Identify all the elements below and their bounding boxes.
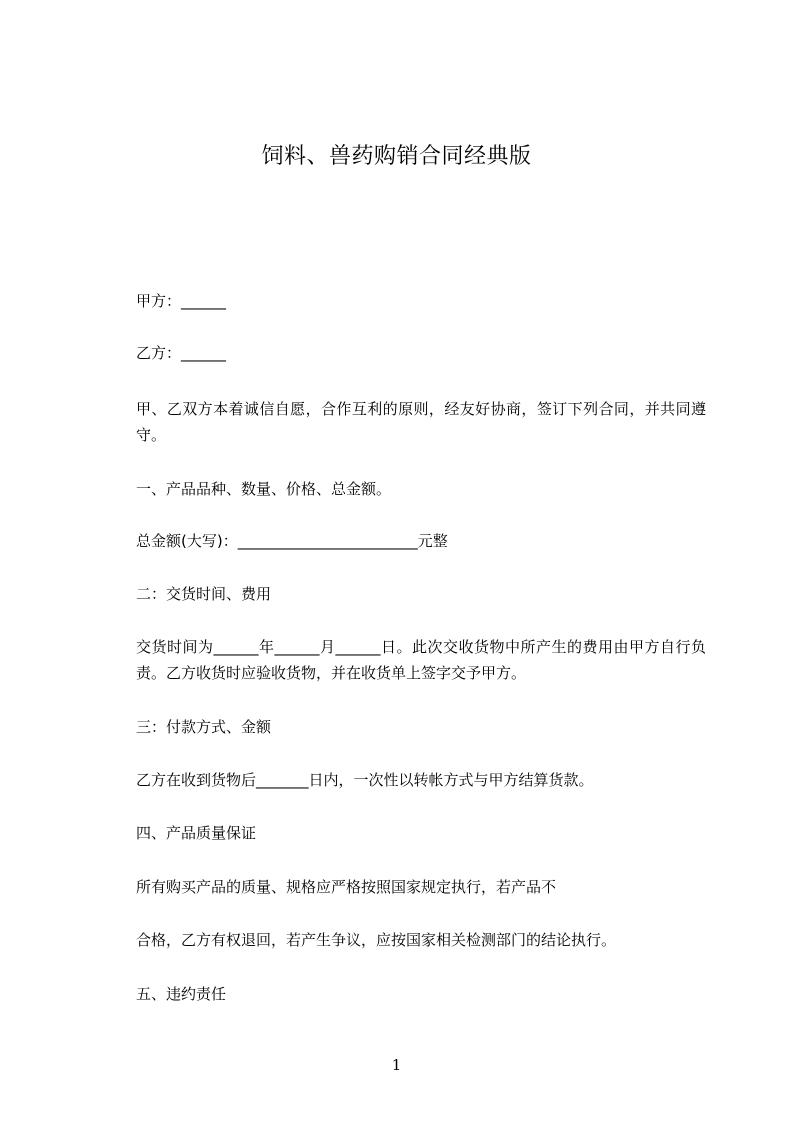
delivery-paragraph: 交货时间为______年______月______日。此次交收货物中所产生的费用由甲方自行负责。乙方收货时应验收货物，并在收货单上签字交予甲方。 xyxy=(136,638,706,682)
total-amount-line: 总金额(大写)：________________________元整 xyxy=(136,532,448,550)
party-a-line: 甲方：______ xyxy=(136,292,227,310)
quality-paragraph-part-2: 合格，乙方有权退回，若产生争议，应按国家相关检测部门的结论执行。 xyxy=(136,931,617,949)
section-5-heading: 五、违约责任 xyxy=(136,985,227,1003)
document-title: 饲料、兽药购销合同经典版 xyxy=(261,144,532,169)
section-1-heading: 一、产品品种、数量、价格、总金额。 xyxy=(136,480,392,498)
section-4-heading: 四、产品质量保证 xyxy=(136,824,257,842)
preamble-paragraph: 甲、乙双方本着诚信自愿，合作互利的原则，经友好协商，签订下列合同，并共同遵守。 xyxy=(136,400,706,444)
section-2-heading: 二：交货时间、费用 xyxy=(136,585,272,603)
quality-paragraph-part-1: 所有购买产品的质量、规格应严格按照国家规定执行，若产品不 xyxy=(136,878,557,896)
payment-paragraph: 乙方在收到货物后_______日内，一次性以转帐方式与甲方结算货款。 xyxy=(136,771,594,789)
page-number: 1 xyxy=(391,1056,402,1074)
party-b-line: 乙方：______ xyxy=(136,344,227,362)
section-3-heading: 三：付款方式、金额 xyxy=(136,718,272,736)
